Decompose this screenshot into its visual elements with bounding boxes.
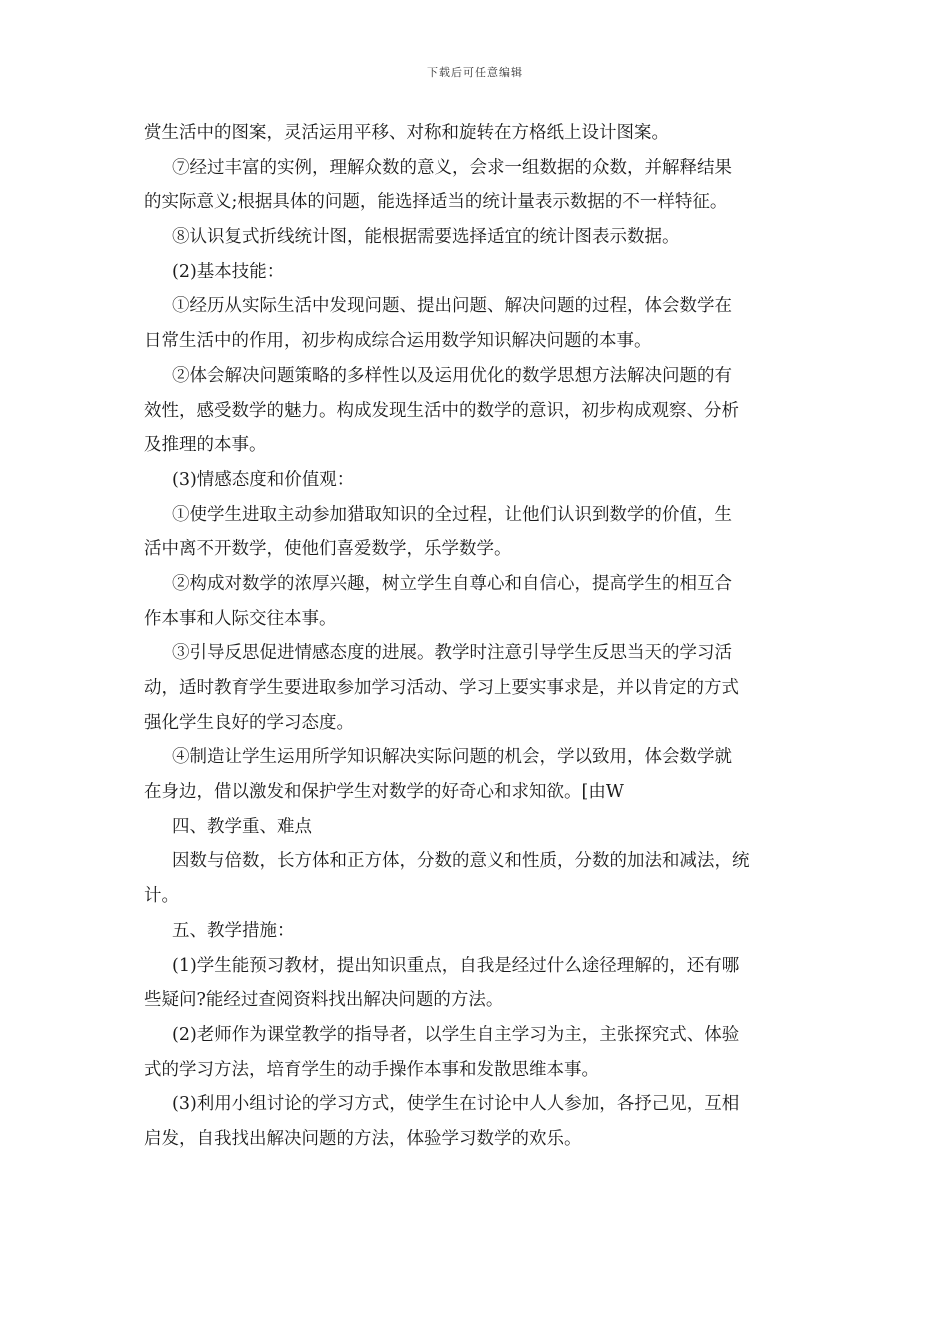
text-line: 强化学生良好的学习态度。 [144,712,354,733]
text-line: 赏生活中的图案，灵活运用平移、对称和旋转在方格纸上设计图案。 [144,123,669,143]
text-line: ④制造让学生运用所学知识解决实际问题的机会，学以致用，体会数学就 [172,747,732,768]
text-line: 在身边，借以激发和保护学生对数学的好奇心和求知欲。[由W [144,782,624,803]
text-line: ①经历从实际生活中发现问题、提出问题、解决问题的过程，体会数学在 [172,296,732,317]
text-line: 启发，自我找出解决问题的方法，体验学习数学的欢乐。 [144,1128,582,1149]
text-line: 动，适时教育学生要进取参加学习活动、学习上要实事求是，并以肯定的方式 [144,678,739,698]
text-line: 作本事和人际交往本事。 [144,608,337,629]
text-line: ⑦经过丰富的实例，理解众数的意义，会求一组数据的众数，并解释结果 [172,157,732,178]
section-heading: (2)基本技能： [172,261,285,282]
text-line: (1)学生能预习教材，提出知识重点，自我是经过什么途径理解的，还有哪 [172,955,740,976]
text-line: 因数与倍数，长方体和正方体，分数的意义和性质，分数的加法和减法，统 [172,851,750,872]
section-heading: 五、教学措施： [172,920,295,941]
text-line: 效性，感受数学的魅力。构成发现生活中的数学的意识，初步构成观察、分析 [144,400,739,421]
text-line: ①使学生进取主动参加猎取知识的全过程，让他们认识到数学的价值，生 [172,504,732,525]
section-heading: 四、教学重、难点 [172,816,312,837]
text-line: (2)老师作为课堂教学的指导者，以学生自主学习为主，主张探究式、体验 [172,1024,740,1045]
text-line: ②构成对数学的浓厚兴趣，树立学生自尊心和自信心，提高学生的相互合 [172,573,732,594]
text-line: 及推理的本事。 [144,435,267,456]
text-line: 活中离不开数学，使他们喜爱数学，乐学数学。 [144,539,512,560]
text-line: 的实际意义;根据具体的问题，能选择适当的统计量表示数据的不一样特征。 [144,192,728,213]
page-header: 下载后可任意编辑 [427,66,523,79]
document-body [144,116,810,1157]
text-line: ③引导反思促进情感态度的进展。教学时注意引导学生反思当天的学习活 [172,643,732,664]
text-line: 计。 [144,886,179,907]
section-heading: (3)情感态度和价值观： [172,469,355,490]
text-line: ②体会解决问题策略的多样性以及运用优化的数学思想方法解决问题的有 [172,365,732,386]
text-line: (3)利用小组讨论的学习方式，使学生在讨论中人人参加，各抒己见，互相 [172,1094,740,1115]
text-line: 式的学习方法，培育学生的动手操作本事和发散思维本事。 [144,1059,599,1080]
text-line: 日常生活中的作用，初步构成综合运用数学知识解决问题的本事。 [144,331,652,352]
text-line: ⑧认识复式折线统计图，能根据需要选择适宜的统计图表示数据。 [172,227,680,248]
text-line: 些疑问?能经过查阅资料找出解决问题的方法。 [144,990,504,1011]
